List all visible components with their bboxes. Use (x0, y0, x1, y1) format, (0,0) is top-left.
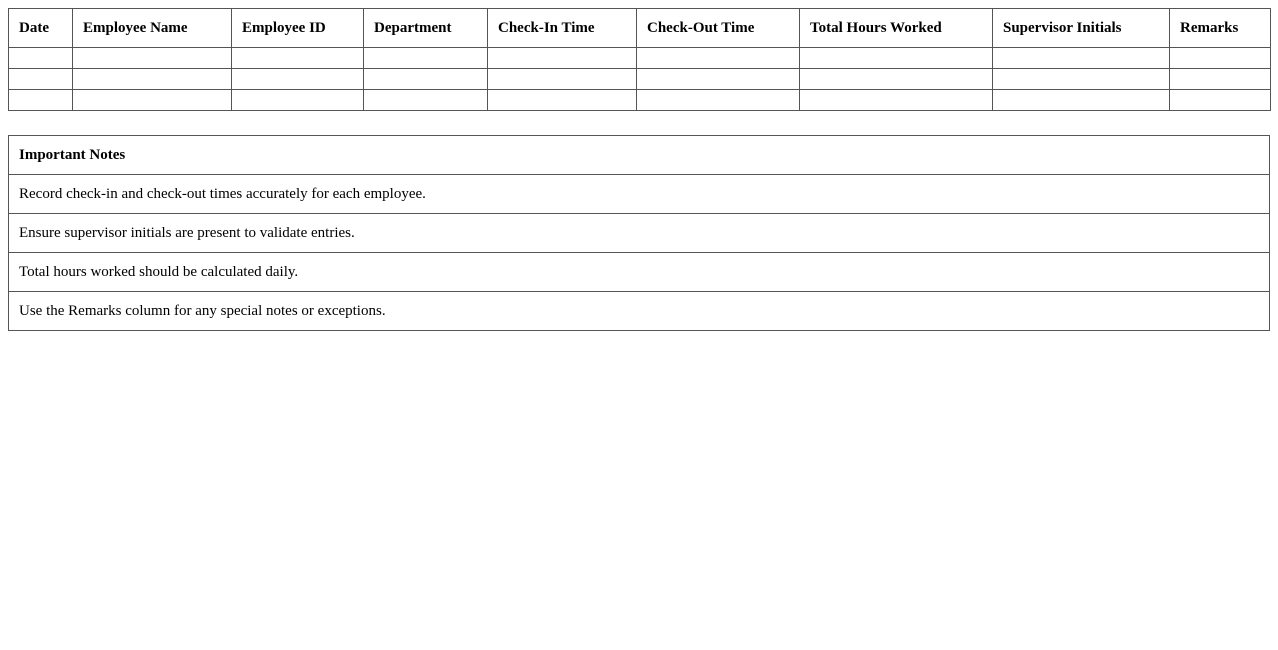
table-cell-remarks[interactable] (1170, 48, 1271, 69)
notes-title: Important Notes (9, 136, 1270, 175)
table-cell-date[interactable] (9, 90, 73, 111)
table-cell-check-in-time[interactable] (488, 90, 637, 111)
column-header-check-in-time: Check-In Time (488, 9, 637, 48)
notes-row (9, 214, 1270, 253)
column-header-remarks: Remarks (1170, 9, 1271, 48)
table-row (9, 90, 1271, 111)
table-row (9, 69, 1271, 90)
notes-header-row (9, 136, 1270, 175)
table-cell-check-out-time[interactable] (637, 69, 800, 90)
table-cell-department[interactable] (364, 48, 488, 69)
table-cell-employee-id[interactable] (232, 69, 364, 90)
column-header-total-hours-worked: Total Hours Worked (800, 9, 993, 48)
notes-row (9, 292, 1270, 331)
table-header-row (9, 9, 1271, 48)
table-cell-department[interactable] (364, 90, 488, 111)
column-header-supervisor-initials: Supervisor Initials (993, 9, 1170, 48)
notes-table (8, 135, 1270, 331)
table-cell-total-hours-worked[interactable] (800, 90, 993, 111)
note-item: Ensure supervisor initials are present to validate entries. (9, 214, 1270, 253)
table-cell-check-out-time[interactable] (637, 48, 800, 69)
table-cell-remarks[interactable] (1170, 90, 1271, 111)
notes-row (9, 175, 1270, 214)
column-header-date: Date (9, 9, 73, 48)
attendance-table (8, 8, 1271, 111)
table-cell-employee-name[interactable] (73, 48, 232, 69)
column-header-check-out-time: Check-Out Time (637, 9, 800, 48)
column-header-employee-id: Employee ID (232, 9, 364, 48)
table-cell-check-in-time[interactable] (488, 48, 637, 69)
table-cell-total-hours-worked[interactable] (800, 48, 993, 69)
table-cell-check-in-time[interactable] (488, 69, 637, 90)
column-header-department: Department (364, 9, 488, 48)
table-cell-supervisor-initials[interactable] (993, 69, 1170, 90)
table-cell-employee-id[interactable] (232, 48, 364, 69)
column-header-employee-name: Employee Name (73, 9, 232, 48)
note-item: Use the Remarks column for any special notes or exceptions. (9, 292, 1270, 331)
notes-row (9, 253, 1270, 292)
table-cell-department[interactable] (364, 69, 488, 90)
table-cell-date[interactable] (9, 69, 73, 90)
table-cell-supervisor-initials[interactable] (993, 90, 1170, 111)
table-cell-employee-name[interactable] (73, 90, 232, 111)
table-cell-supervisor-initials[interactable] (993, 48, 1170, 69)
table-cell-employee-name[interactable] (73, 69, 232, 90)
table-row (9, 48, 1271, 69)
table-cell-total-hours-worked[interactable] (800, 69, 993, 90)
note-item: Record check-in and check-out times accurately for each employee. (9, 175, 1270, 214)
table-cell-date[interactable] (9, 48, 73, 69)
table-cell-check-out-time[interactable] (637, 90, 800, 111)
note-item: Total hours worked should be calculated daily. (9, 253, 1270, 292)
table-cell-remarks[interactable] (1170, 69, 1271, 90)
table-cell-employee-id[interactable] (232, 90, 364, 111)
